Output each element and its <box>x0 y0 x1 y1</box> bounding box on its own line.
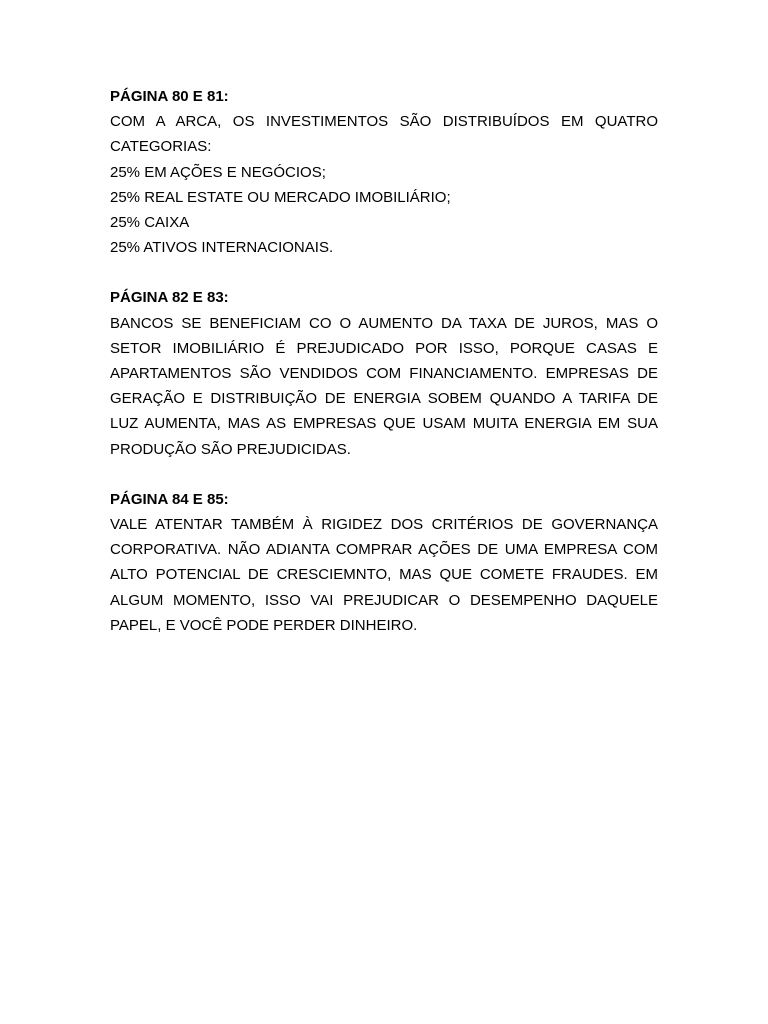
section-heading: PÁGINA 82 E 83: <box>110 289 229 307</box>
section-body: BANCOS SE BENEFICIAM CO O AUMENTO DA TAXA DE JUROS, MAS O SETOR IMOBILIÁRIO É PREJUDICADO POR ISSO, PORQUE CASAS E APARTAMENTOS SÃO VENDIDOS COM FINANCIAMENTO. EMPRESAS DE GERAÇÃO E DISTRIBUIÇÃO DE ENERGIA SOBEM QUANDO A TARIFA DE LUZ AUMENTA, MAS AS EMPRESAS QUE USAM MUITA ENERGIA EM SUA PRODUÇÃO SÃO PREJUDICIDAS. <box>110 314 658 458</box>
list-item: 25% CAIXA <box>110 214 190 232</box>
section-intro: COM A ARCA, OS INVESTIMENTOS SÃO DISTRIBUÍDOS EM QUATRO CATEGORIAS: <box>110 113 658 156</box>
section-heading: PÁGINA 84 E 85: <box>110 490 229 508</box>
list-item: 25% REAL ESTATE OU MERCADO IMOBILIÁRIO; <box>110 188 451 206</box>
section-pages-84-85 <box>110 487 658 638</box>
section-heading: PÁGINA 80 E 81: <box>110 88 229 105</box>
list-item: 25% ATIVOS INTERNACIONAIS. <box>110 239 334 257</box>
section-pages-80-81 <box>110 84 658 260</box>
section-pages-82-83 <box>110 285 658 461</box>
list-item: 25% EM AÇÕES E NEGÓCIOS; <box>110 163 326 181</box>
section-body: VALE ATENTAR TAMBÉM À RIGIDEZ DOS CRITÉRIOS DE GOVERNANÇA CORPORATIVA. NÃO ADIANTA COMPRAR AÇÕES DE UMA EMPRESA COM ALTO POTENCIAL DE CRESCIEMNTO, MAS QUE COMETE FRAUDES. EM ALGUM MOMENTO, ISSO VAI PREJUDICAR O DESEMPENHO DAQUELE PAPEL, E VOCÊ PODE PERDER DINHEIRO. <box>110 516 658 634</box>
document-page <box>110 84 658 663</box>
